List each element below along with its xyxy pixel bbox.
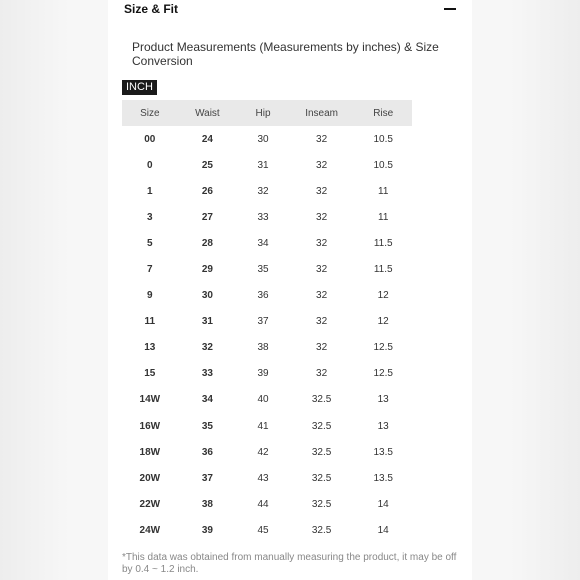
cell-waist: 35 bbox=[201, 420, 213, 432]
cell-waist: 39 bbox=[201, 524, 213, 536]
table-header-row bbox=[122, 100, 412, 126]
cell-waist: 38 bbox=[201, 498, 213, 510]
table-row bbox=[122, 361, 412, 387]
cell-waist: 24 bbox=[201, 133, 213, 145]
cell-inseam: 32.5 bbox=[311, 498, 332, 510]
cell-rise: 11.5 bbox=[373, 237, 393, 249]
size-table bbox=[122, 100, 412, 544]
cell-size: 18W bbox=[139, 446, 161, 458]
header-inseam: Inseam bbox=[305, 107, 339, 119]
cell-waist: 25 bbox=[201, 159, 213, 171]
unit-tab-inch[interactable]: INCH bbox=[122, 80, 157, 95]
table-row bbox=[122, 413, 412, 439]
table-row bbox=[122, 387, 412, 413]
table-row bbox=[122, 465, 412, 491]
cell-size: 24W bbox=[139, 524, 161, 536]
table-row bbox=[122, 283, 412, 309]
cell-hip: 30 bbox=[257, 133, 269, 145]
cell-inseam: 32 bbox=[316, 211, 328, 223]
footnote: *This data was obtained from manually measuring the product, it may be off by 0.4 ~ 1.2 inch. bbox=[122, 552, 457, 575]
cell-inseam: 32 bbox=[316, 342, 328, 354]
cell-size: 22W bbox=[139, 498, 161, 510]
cell-inseam: 32 bbox=[316, 159, 328, 171]
cell-waist: 27 bbox=[201, 211, 213, 223]
cell-inseam: 32 bbox=[316, 237, 328, 249]
cell-hip: 35 bbox=[257, 264, 269, 276]
cell-waist: 28 bbox=[201, 237, 213, 249]
table-row bbox=[122, 152, 412, 178]
table-row bbox=[122, 256, 412, 282]
cell-inseam: 32.5 bbox=[311, 472, 332, 484]
size-fit-panel bbox=[108, 0, 472, 580]
header-waist: Waist bbox=[195, 107, 220, 119]
cell-inseam: 32.5 bbox=[311, 394, 332, 406]
cell-hip: 31 bbox=[257, 159, 269, 171]
cell-inseam: 32.5 bbox=[311, 420, 332, 432]
cell-hip: 32 bbox=[257, 185, 269, 197]
cell-waist: 26 bbox=[201, 185, 213, 197]
minus-icon[interactable] bbox=[444, 3, 456, 15]
section-title: Size & Fit bbox=[124, 2, 179, 16]
cell-hip: 43 bbox=[257, 472, 269, 484]
cell-size: 3 bbox=[147, 211, 153, 223]
cell-hip: 40 bbox=[257, 394, 269, 406]
cell-hip: 42 bbox=[257, 446, 269, 458]
cell-inseam: 32 bbox=[316, 368, 328, 380]
cell-waist: 33 bbox=[201, 368, 213, 380]
cell-waist: 30 bbox=[201, 290, 213, 302]
cell-rise: 12.5 bbox=[373, 368, 393, 380]
cell-rise: 14 bbox=[377, 524, 389, 536]
cell-size: 1 bbox=[147, 185, 153, 197]
cell-waist: 32 bbox=[201, 342, 213, 354]
cell-hip: 37 bbox=[257, 316, 269, 328]
cell-rise: 12.5 bbox=[373, 342, 393, 354]
cell-size: 14W bbox=[139, 394, 161, 406]
measurements-description: Product Measurements (Measurements by inches) & Size Conversion bbox=[132, 40, 439, 68]
cell-hip: 44 bbox=[257, 498, 269, 510]
cell-waist: 34 bbox=[201, 394, 213, 406]
cell-hip: 38 bbox=[257, 342, 269, 354]
table-row bbox=[122, 309, 412, 335]
cell-hip: 39 bbox=[257, 368, 269, 380]
cell-waist: 37 bbox=[201, 472, 213, 484]
cell-rise: 12 bbox=[377, 290, 389, 302]
cell-hip: 45 bbox=[257, 524, 269, 536]
cell-size: 15 bbox=[144, 368, 156, 380]
size-fit-header[interactable] bbox=[108, 0, 472, 20]
table-row bbox=[122, 335, 412, 361]
cell-size: 13 bbox=[144, 342, 156, 354]
cell-size: 9 bbox=[147, 290, 153, 302]
cell-inseam: 32 bbox=[316, 264, 328, 276]
header-size: Size bbox=[140, 107, 160, 119]
cell-rise: 10.5 bbox=[373, 159, 393, 171]
cell-waist: 29 bbox=[201, 264, 213, 276]
cell-hip: 33 bbox=[257, 211, 269, 223]
table-row bbox=[122, 230, 412, 256]
cell-rise: 13.5 bbox=[373, 446, 393, 458]
cell-rise: 11 bbox=[378, 211, 389, 223]
cell-waist: 36 bbox=[201, 446, 213, 458]
table-row bbox=[122, 439, 412, 465]
cell-inseam: 32.5 bbox=[311, 524, 332, 536]
cell-size: 00 bbox=[144, 133, 156, 145]
cell-rise: 11.5 bbox=[373, 264, 393, 276]
cell-rise: 10.5 bbox=[373, 133, 393, 145]
cell-size: 7 bbox=[147, 264, 153, 276]
cell-inseam: 32 bbox=[316, 316, 328, 328]
table-row bbox=[122, 491, 412, 517]
cell-inseam: 32 bbox=[316, 290, 328, 302]
cell-rise: 12 bbox=[377, 316, 389, 328]
cell-size: 0 bbox=[147, 159, 153, 171]
table-row bbox=[122, 126, 412, 152]
cell-inseam: 32 bbox=[316, 185, 328, 197]
header-rise: Rise bbox=[373, 107, 394, 119]
cell-hip: 34 bbox=[257, 237, 269, 249]
cell-hip: 36 bbox=[257, 290, 269, 302]
table-body bbox=[122, 126, 412, 544]
cell-size: 16W bbox=[139, 420, 161, 432]
cell-rise: 14 bbox=[377, 498, 389, 510]
header-hip: Hip bbox=[255, 107, 271, 119]
cell-hip: 41 bbox=[257, 420, 269, 432]
table-row bbox=[122, 517, 412, 543]
table-row bbox=[122, 204, 412, 230]
cell-size: 11 bbox=[144, 316, 156, 328]
cell-rise: 13.5 bbox=[373, 472, 393, 484]
cell-inseam: 32 bbox=[316, 133, 328, 145]
cell-rise: 13 bbox=[377, 420, 389, 432]
table-row bbox=[122, 178, 412, 204]
cell-size: 5 bbox=[147, 237, 153, 249]
cell-rise: 11 bbox=[378, 185, 389, 197]
cell-waist: 31 bbox=[201, 316, 213, 328]
cell-size: 20W bbox=[139, 472, 161, 484]
cell-inseam: 32.5 bbox=[311, 446, 332, 458]
cell-rise: 13 bbox=[377, 394, 389, 406]
